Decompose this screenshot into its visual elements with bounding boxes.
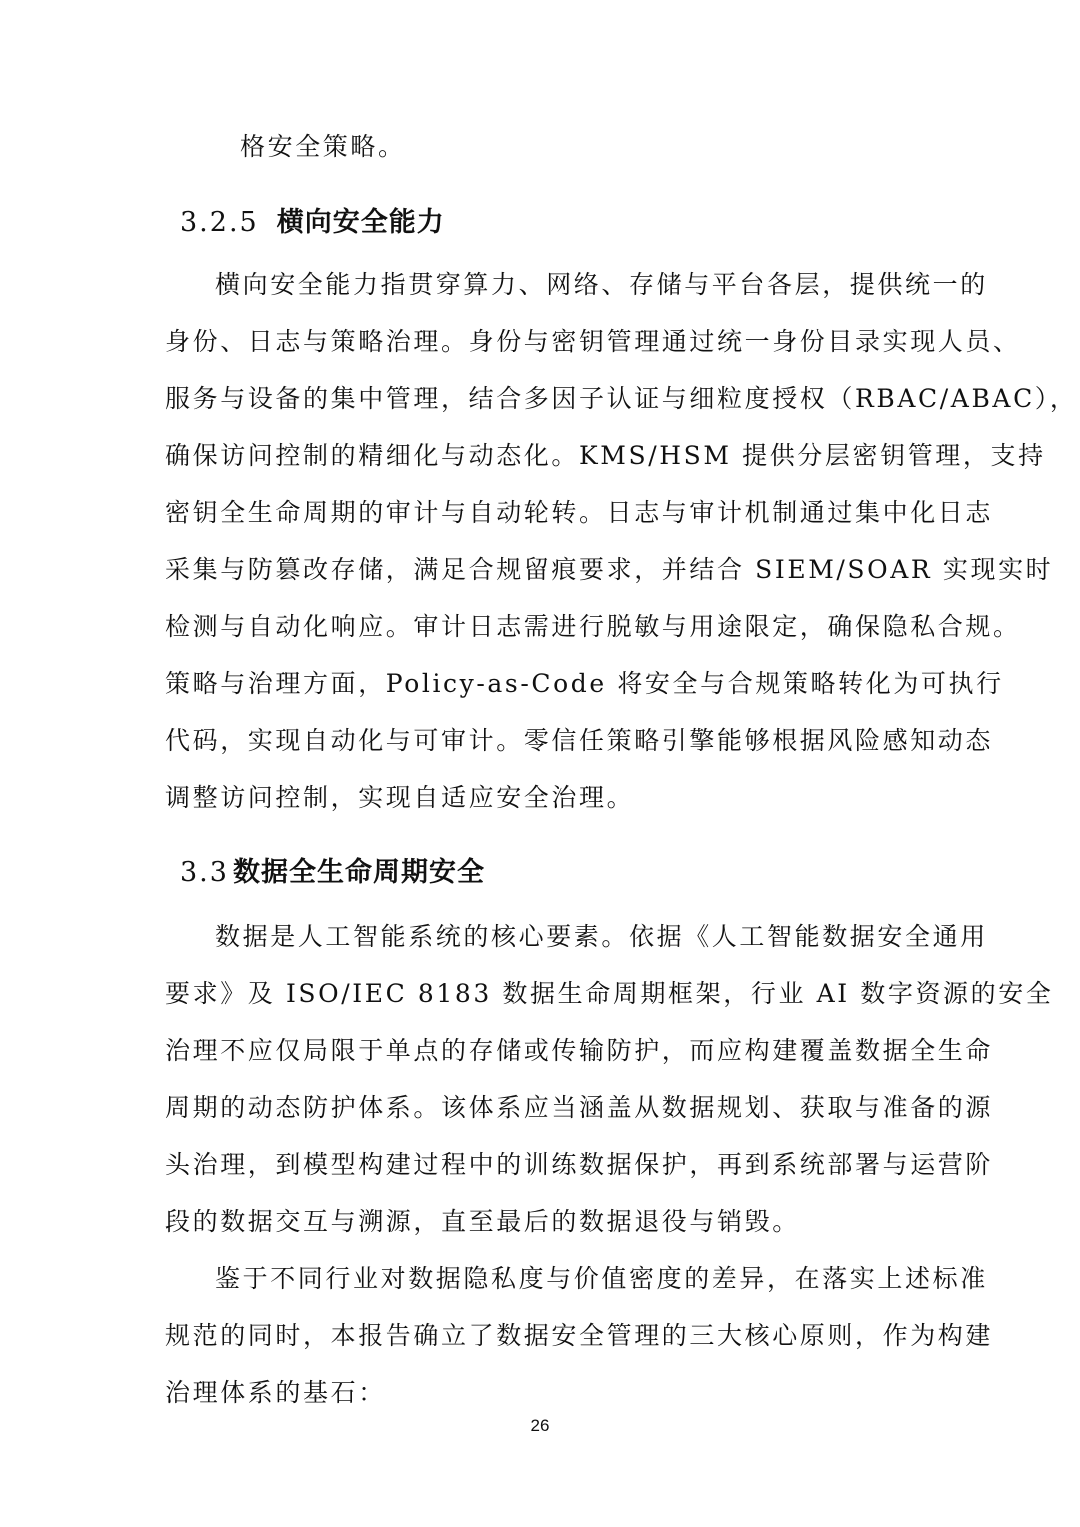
- section-heading-3-3: [180, 855, 485, 891]
- paragraph-line: 横向安全能力指贯穿算力、网络、存储与平台各层，提供统一的: [215, 270, 988, 299]
- paragraph-line: 要求》及 ISO/IEC 8183 数据生命周期框架，行业 AI 数字资源的安全: [165, 979, 1054, 1008]
- section-title: 数据全生命周期安全: [232, 857, 485, 888]
- page-number: 26: [530, 1416, 550, 1435]
- section-number: 3.2.5: [180, 207, 259, 238]
- section-title: 横向安全能力: [276, 207, 445, 238]
- section-heading-3-2-5: [180, 205, 445, 241]
- paragraph-line: 服务与设备的集中管理，结合多因子认证与细粒度授权（RBAC/ABAC），: [165, 384, 1078, 413]
- paragraph-line: 调整访问控制，实现自适应安全治理。: [165, 783, 635, 812]
- paragraph-line: 身份、日志与策略治理。身份与密钥管理通过统一身份目录实现人员、: [165, 327, 1021, 356]
- paragraph-line: 确保访问控制的精细化与动态化。KMS/HSM 提供分层密钥管理，支持: [165, 441, 1046, 470]
- paragraph-line: 规范的同时，本报告确立了数据安全管理的三大核心原则，作为构建: [165, 1321, 994, 1350]
- paragraph-line: 策略与治理方面，Policy-as-Code 将安全与合规策略转化为可执行: [165, 669, 1004, 698]
- paragraph-line: 数据是人工智能系统的核心要素。依据《人工智能数据安全通用: [215, 922, 988, 951]
- paragraph-line: 治理体系的基石：: [165, 1378, 386, 1407]
- continuation-line: 格安全策略。: [240, 132, 406, 161]
- section-number: 3.3: [180, 857, 229, 888]
- paragraph-line: 鉴于不同行业对数据隐私度与价值密度的差异，在落实上述标准: [215, 1264, 988, 1293]
- paragraph-line: 采集与防篡改存储，满足合规留痕要求，并结合 SIEM/SOAR 实现实时: [165, 555, 1054, 584]
- paragraph-line: 头治理，到模型构建过程中的训练数据保护，再到系统部署与运营阶: [165, 1150, 994, 1179]
- paragraph-line: 段的数据交互与溯源，直至最后的数据退役与销毁。: [165, 1207, 800, 1236]
- paragraph-line: 密钥全生命周期的审计与自动轮转。日志与审计机制通过集中化日志: [165, 498, 994, 527]
- paragraph-line: 检测与自动化响应。审计日志需进行脱敏与用途限定，确保隐私合规。: [165, 612, 1021, 641]
- paragraph-line: 周期的动态防护体系。该体系应当涵盖从数据规划、获取与准备的源: [165, 1093, 994, 1122]
- paragraph-line: 代码，实现自动化与可审计。零信任策略引擎能够根据风险感知动态: [165, 726, 994, 755]
- paragraph-line: 治理不应仅局限于单点的存储或传输防护，而应构建覆盖数据全生命: [165, 1036, 994, 1065]
